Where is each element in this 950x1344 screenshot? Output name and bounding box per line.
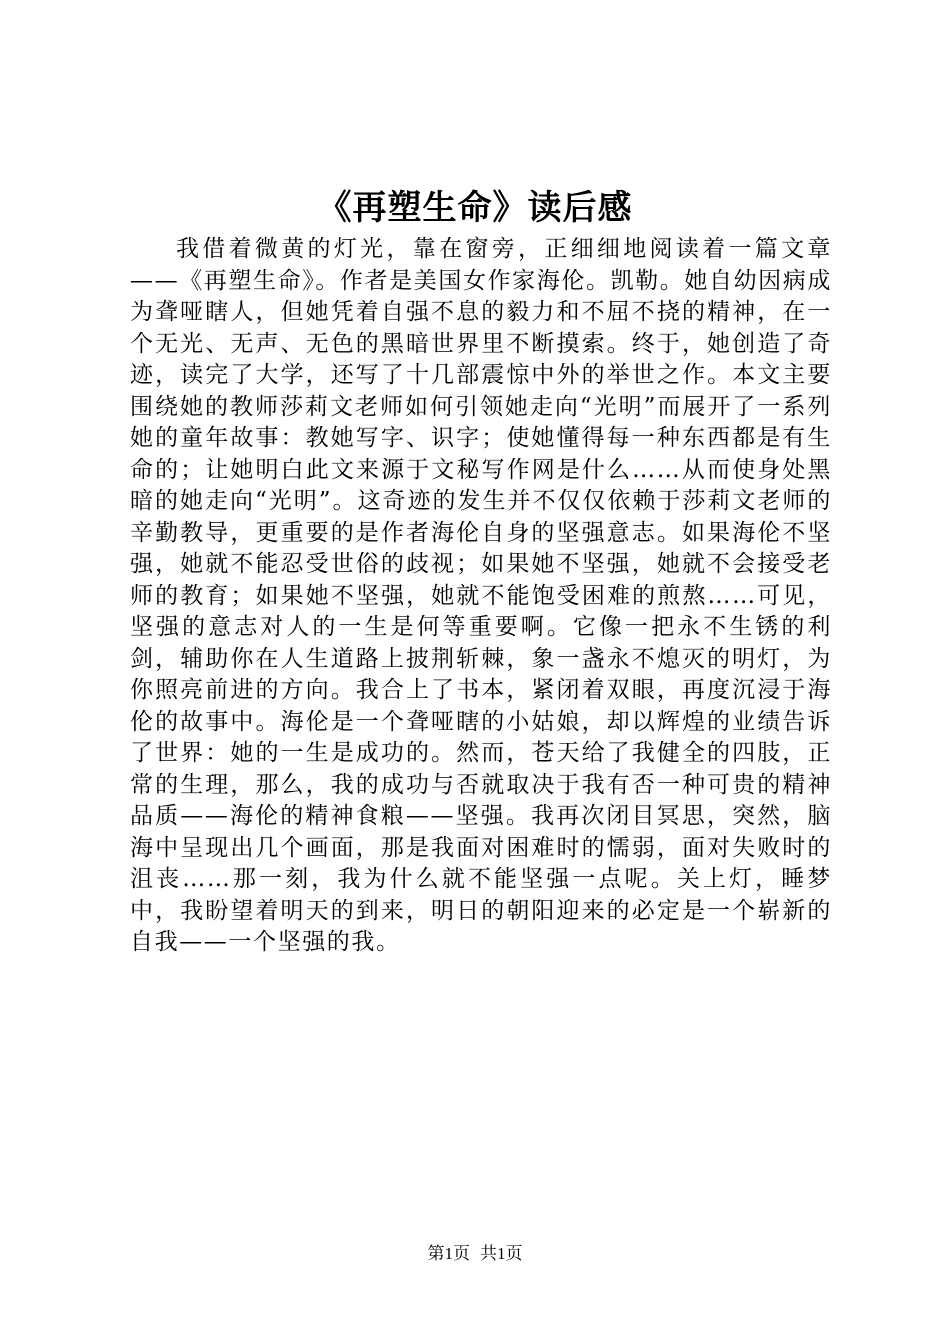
document-title: 《再塑生命》读后感 xyxy=(317,188,633,228)
page-total: 共1页 xyxy=(480,1244,523,1263)
page-footer xyxy=(0,1242,950,1266)
body-paragraph: 我借着微黄的灯光，靠在窗旁，正细细地阅读着一篇文章——《再塑生命》。作者是美国女作家海伦。凯勒。她自幼因病成为聋哑瞎人，但她凭着自强不息的毅力和不屈不挠的精神，在一个无光、无声、无色的黑暗世界里不断摸索。终于，她创造了奇迹，读完了大学，还写了十几部震惊中外的举世之作。本文主要围绕她的教师莎莉文老师如何引领她走向“光明”而展开了一系列她的童年故事：教她写字、识字；使她懂得每一种东西都是有生命的；让她明白此文来源于文秘写作网是什么……从而使身处黑暗的她走向“光明”。这奇迹的发生并不仅仅依赖于莎莉文老师的辛勤教导，更重要的是作者海伦自身的坚强意志。如果海伦不坚强，她就不能忍受世俗的歧视；如果她不坚强，她就不会接受老师的教育；如果她不坚强，她就不能饱受困难的煎熬……可见，坚强的意志对人的一生是何等重要啊。它像一把永不生锈的利剑，辅助你在人生道路上披荆斩棘，象一盏永不熄灭的明灯，为你照亮前进的方向。我合上了书本，紧闭着双眼，再度沉浸于海伦的故事中。海伦是一个聋哑瞎的小姑娘，却以辉煌的业绩告诉了世界：她的一生是成功的。然而，苍天给了我健全的四肢，正常的生理，那么，我的成功与否就取决于我有否一种可贵的精神品质——海伦的精神食粮——坚强。我再次闭目冥思，突然，脑海中呈现出几个画面，那是我面对困难时的懦弱，面对失败时的沮丧……那一刻，我为什么就不能坚强一点呢。关上灯，睡梦中，我盼望着明天的到来，明日的朝阳迎来的必定是一个崭新的自我——一个坚强的我。 xyxy=(130,236,832,955)
page-number: 第1页 xyxy=(427,1244,470,1263)
